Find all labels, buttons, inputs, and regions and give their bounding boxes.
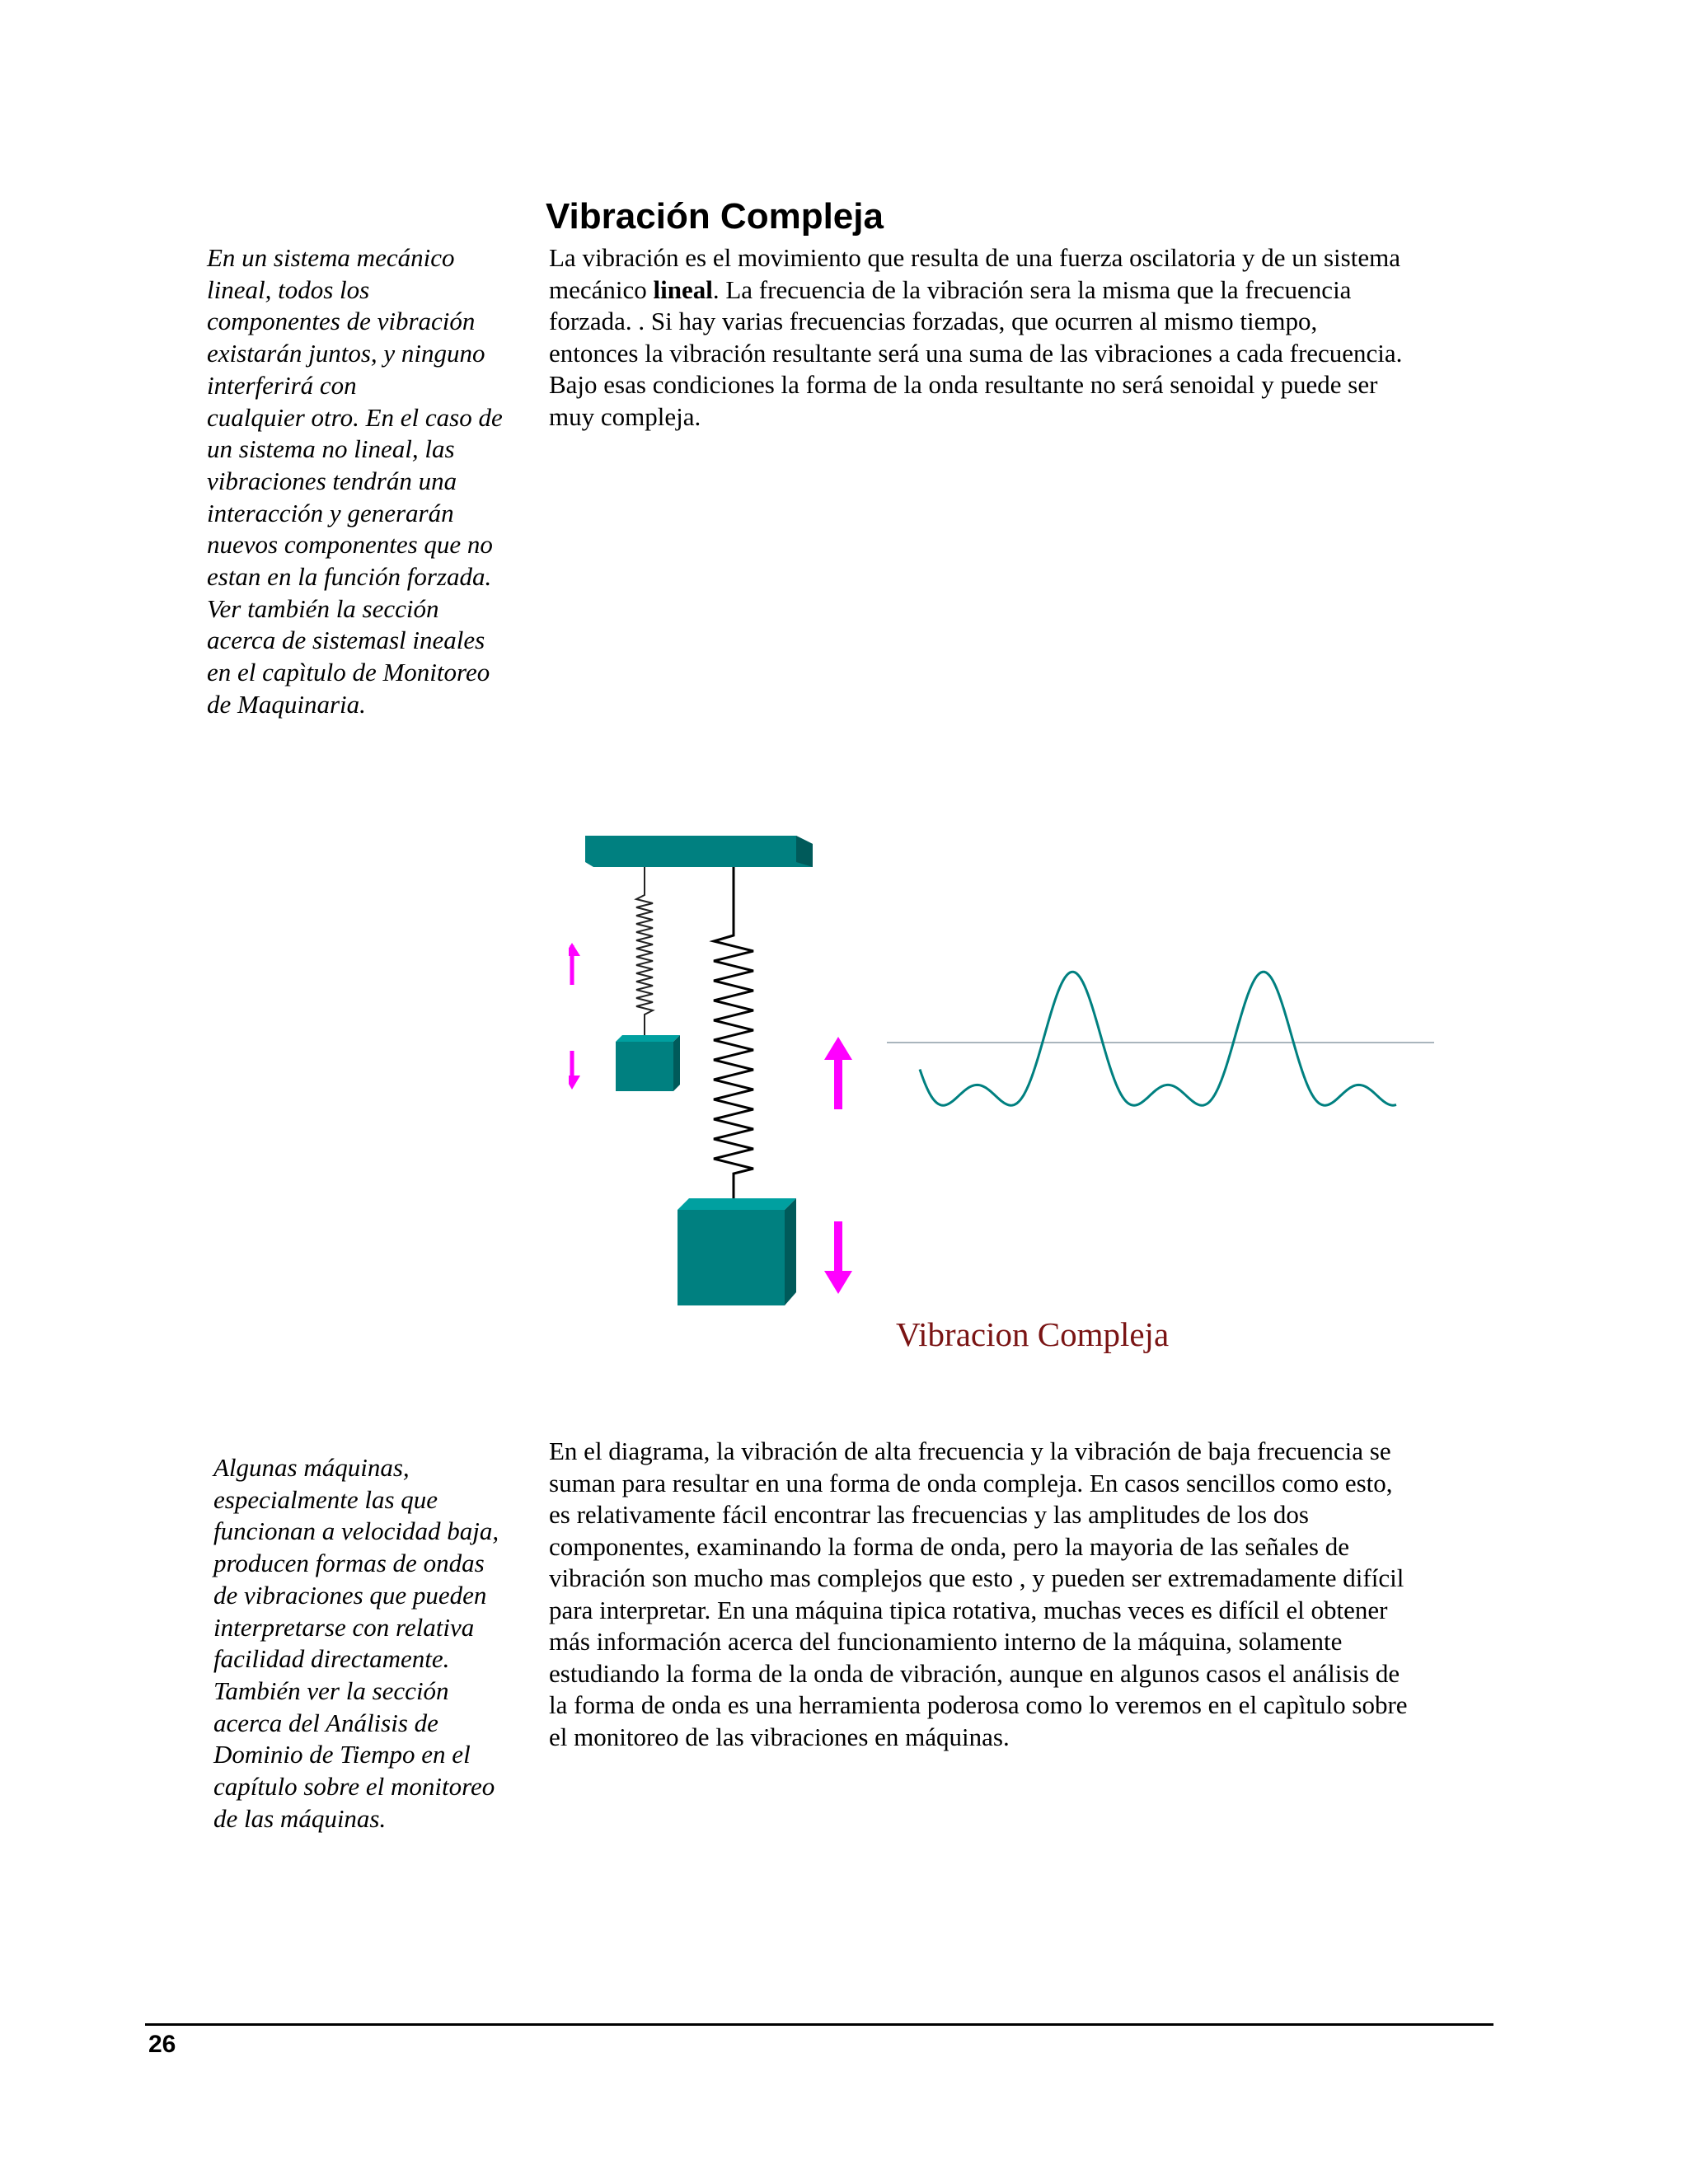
sidenote-top: En un sistema mecánico lineal, todos los componentes de vibración existarán juntos, y ninguno interferirá con cualquier otro. En el caso de un sistema no lineal, las vibraciones tendrán una interacción y generarán nuevos componentes que no estan en la función forzada. Ver también la sección acerca de sistemasl ineales en el capìtulo de Monitoreo de Maquinaria. <box>207 243 503 719</box>
body-bottom-line: para interpretar. En una máquina tipica rotativa, muchas veces es difícil el obtener <box>549 1595 1388 1624</box>
footer-rule <box>145 2023 1493 2026</box>
body-bottom-line: componentes, examinando la forma de onda, pero la mayoria de las señales de <box>549 1531 1349 1561</box>
body-top-line: entonces la vibración resultante será una suma de las vibraciones a cada frecuencia. <box>549 338 1403 368</box>
page-number: 26 <box>148 2031 176 2058</box>
figure-caption: Vibracion Compleja <box>896 1315 1170 1353</box>
body-bottom-line: el monitoreo de las vibraciones en máquinas. <box>549 1722 1010 1751</box>
large-spring <box>714 867 753 1205</box>
small-down-arrow-icon <box>569 1051 580 1090</box>
body-top-line: Bajo esas condiciones la forma de la onda resultante no será senoidal y puede ser <box>549 370 1378 399</box>
ceiling-beam <box>585 836 813 867</box>
small-spring <box>636 867 653 1042</box>
body-bottom-line: En el diagrama, la vibración de alta frecuencia y la vibración de baja frecuencia se <box>549 1436 1391 1465</box>
sidenote-bottom: Algunas máquinas, especialmente las que funcionan a velocidad baja, producen formas de ondas de vibraciones que pueden interpretarse con relativa facilidad directamente. También ver la sección acerca del Análisis de Dominio de Tiempo en el capítulo sobre el monitoreo de las máquinas. <box>213 1453 499 1833</box>
body-top-line: mecánico lineal. La frecuencia de la vibración sera la misma que la frecuencia <box>549 274 1352 304</box>
page-title: Vibración Compleja <box>546 196 884 237</box>
small-mass <box>616 1035 680 1091</box>
large-down-arrow-icon <box>824 1221 852 1294</box>
body-bottom-line: más información acerca del funcionamiento interno de la máquina, solamente <box>549 1627 1343 1656</box>
small-up-arrow-icon <box>569 943 580 985</box>
body-paragraph-top <box>549 242 1402 433</box>
body-bottom-line: estudiando la forma de la onda de vibración, aunque en algunos casos el análisis de <box>549 1658 1400 1688</box>
large-up-arrow-icon <box>824 1037 852 1109</box>
complex-waveform <box>920 972 1396 1105</box>
large-mass <box>678 1198 796 1305</box>
body-top-line: muy compleja. <box>549 401 701 431</box>
body-bottom-line: vibración son mucho mas complejos que esto , y pueden ser extremadamente difícil <box>549 1563 1404 1592</box>
body-paragraph-bottom <box>549 1436 1408 1753</box>
body-bottom-line: la forma de onda es una herramienta poderosa como lo veremos en el capìtulo sobre <box>549 1690 1408 1719</box>
body-bottom-line: suman para resultar en una forma de onda compleja. En casos sencillos como esto, <box>549 1468 1393 1497</box>
body-bottom-line: es relativamente fácil encontrar las frecuencias y las amplitudes de los dos <box>549 1500 1309 1529</box>
bold-term-lineal: lineal <box>653 274 713 304</box>
body-top-line: La vibración es el movimiento que resulta de una fuerza oscilatoria y de un sistema <box>549 243 1400 272</box>
body-top-line: forzada. . Si hay varias frecuencias forzadas, que ocurren al mismo tiempo, <box>549 307 1318 335</box>
